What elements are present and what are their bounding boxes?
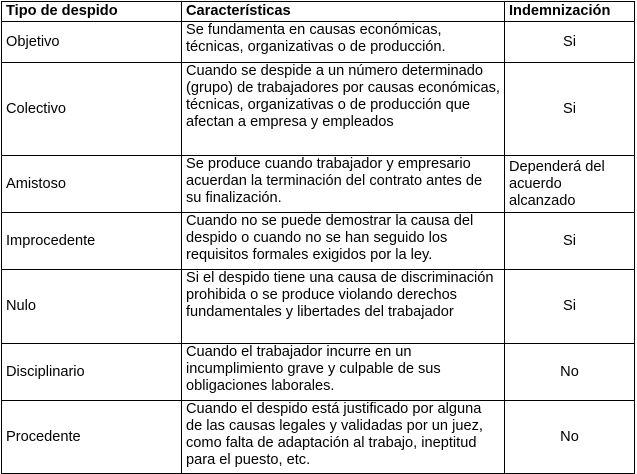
cell-indemnizacion: No [505,344,635,401]
cell-caracteristicas: Se fundamenta en causas económicas, técnicas, organizativas o de producción. [182,22,505,63]
cell-tipo: Improcedente [2,213,182,270]
cell-caracteristicas: Cuando no se puede demostrar la causa del despido o cuando no se han seguido los requisitos formales exigidos por la ley. [182,213,505,270]
header-caracteristicas: Características [182,2,505,22]
cell-indemnizacion: No [505,401,635,474]
despido-table [1,1,635,474]
table-row [2,22,635,63]
cell-indemnizacion: Si [505,63,635,156]
cell-tipo: Nulo [2,270,182,344]
cell-caracteristicas: Si el despido tiene una causa de discriminación prohibida o se produce violando derechos fundamentales y libertades del trabajador [182,270,505,344]
table-row [2,63,635,156]
header-indemnizacion: Indemnización [505,2,635,22]
cell-indemnizacion: Si [505,213,635,270]
header-tipo: Tipo de despido [2,2,182,22]
cell-indemnizacion: Si [505,270,635,344]
header-row [2,2,635,22]
cell-caracteristicas: Cuando se despide a un número determinado (grupo) de trabajadores por causas económicas, técnicas, organizativas o de producción que afectan a empresa y empleados [182,63,505,156]
table-row [2,213,635,270]
cell-tipo: Colectivo [2,63,182,156]
cell-indemnizacion: Si [505,22,635,63]
cell-indemnizacion: Dependerá del acuerdo alcanzado [505,156,635,213]
cell-tipo: Objetivo [2,22,182,63]
cell-tipo: Disciplinario [2,344,182,401]
cell-tipo: Procedente [2,401,182,474]
cell-tipo: Amistoso [2,156,182,213]
cell-caracteristicas: Cuando el trabajador incurre en un incumplimiento grave y culpable de sus obligaciones laborales. [182,344,505,401]
cell-caracteristicas: Se produce cuando trabajador y empresario acuerdan la terminación del contrato antes de su finalización. [182,156,505,213]
table-row [2,270,635,344]
cell-caracteristicas: Cuando el despido está justificado por alguna de las causas legales y validadas por un juez, como falta de adaptación al trabajo, ineptitud para el puesto, etc. [182,401,505,474]
table-row [2,401,635,474]
table-row [2,344,635,401]
table-row [2,156,635,213]
